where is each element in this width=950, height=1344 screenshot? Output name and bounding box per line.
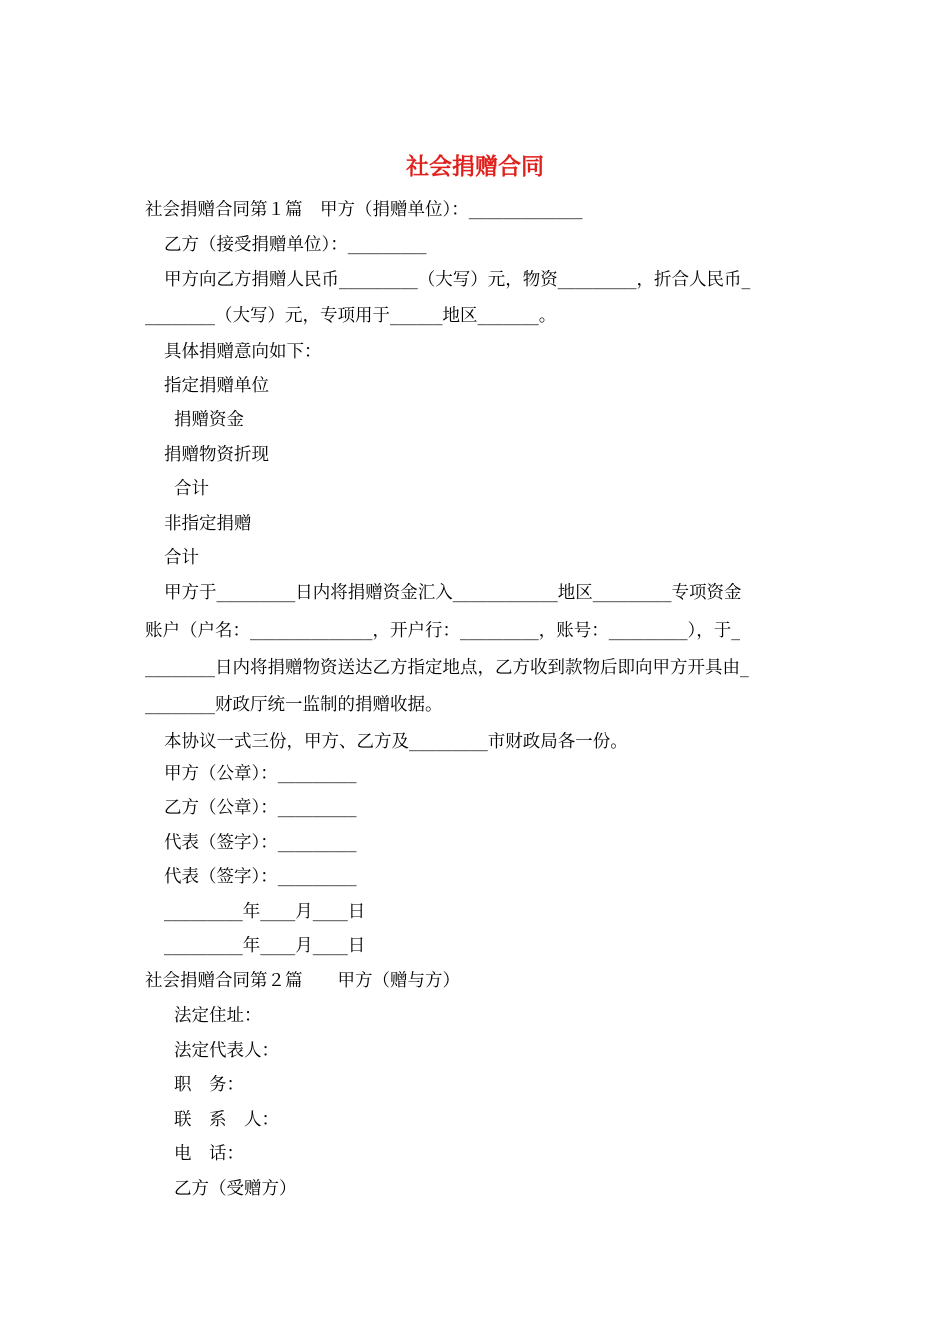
paragraph-line: 联 系 人： [174, 1110, 279, 1130]
paragraph-line: 电 话： [174, 1144, 244, 1164]
paragraph-line: 甲方向乙方捐赠人民币_________（大写）元，物资_________，折合人民币_ [164, 270, 751, 290]
paragraph-line: 法定住址： [174, 1006, 262, 1026]
paragraph-line: _________年____月____日 [164, 936, 366, 956]
paragraph-line: 合计 [164, 548, 199, 568]
paragraph-line: 甲方（公章）：_________ [164, 764, 357, 784]
paragraph-line: 乙方（受赠方） [174, 1179, 297, 1199]
paragraph-line: 捐赠资金 [174, 410, 244, 430]
paragraph-line: 代表（签字）：_________ [164, 867, 357, 887]
paragraph-line: 职 务： [174, 1075, 244, 1095]
document-title: 社会捐赠合同 [406, 153, 544, 180]
paragraph-line: 合计 [174, 479, 209, 499]
paragraph-line: ________（大写）元，专项用于______地区_______。 [145, 306, 557, 326]
paragraph-line: 指定捐赠单位 [164, 376, 269, 396]
paragraph-line: 具体捐赠意向如下： [164, 342, 322, 362]
paragraph-line: _________年____月____日 [164, 902, 366, 922]
paragraph-line: 本协议一式三份，甲方、乙方及_________市财政局各一份。 [164, 732, 628, 752]
paragraph-line: 法定代表人： [174, 1041, 279, 1061]
paragraph-line: 代表（签字）：_________ [164, 833, 357, 853]
paragraph-line: 非指定捐赠 [164, 514, 252, 534]
paragraph-line: 社会捐赠合同第２篇 甲方（赠与方） [145, 971, 460, 991]
paragraph-line: ________财政厅统一监制的捐赠收据。 [145, 695, 443, 715]
paragraph-line: 乙方（接受捐赠单位）：_________ [164, 235, 427, 255]
paragraph-line: 乙方（公章）：_________ [164, 798, 357, 818]
paragraph-line: 账户（户名：______________，开户行：_________，账号：_________），于_ [145, 621, 740, 641]
paragraph-line: ________日内将捐赠物资送达乙方指定地点，乙方收到款物后即向甲方开具由_ [145, 658, 749, 678]
paragraph-line: 捐赠物资折现 [164, 445, 269, 465]
paragraph-line: 社会捐赠合同第１篇 甲方（捐赠单位）：_____________ [145, 200, 583, 220]
paragraph-line: 甲方于_________日内将捐赠资金汇入____________地区_________专项资金 [164, 583, 742, 603]
